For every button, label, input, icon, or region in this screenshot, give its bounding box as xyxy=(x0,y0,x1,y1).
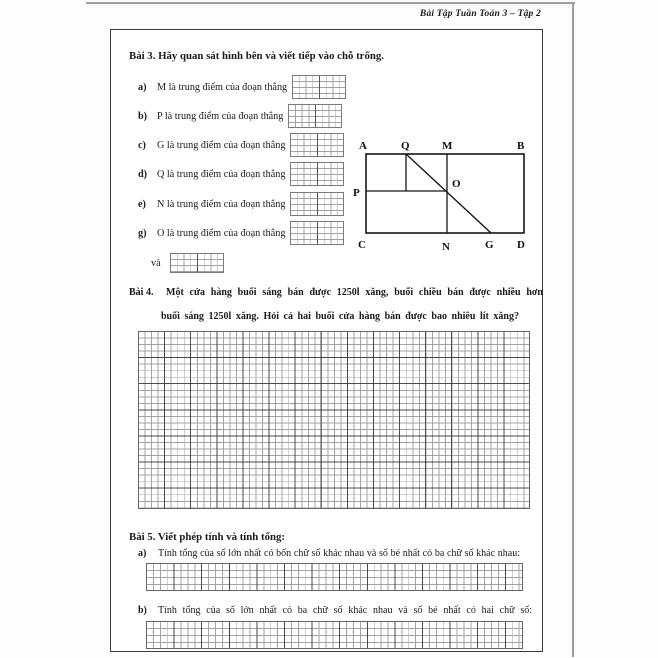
exercise4-line1 xyxy=(129,287,543,298)
exercise3-item-c xyxy=(138,132,344,158)
exercise5-item-b xyxy=(138,605,532,616)
item-label: b) xyxy=(138,110,148,122)
item-label: d) xyxy=(138,168,148,180)
item-label: g) xyxy=(138,227,147,239)
rect-ABDC xyxy=(366,154,524,233)
item-label: b) xyxy=(138,605,147,616)
segment-QG xyxy=(406,154,491,233)
exercise5-answer-grid-b[interactable] xyxy=(146,621,523,649)
exercise3-and-row xyxy=(151,251,224,275)
point-label-G: G xyxy=(485,239,494,251)
exercise5-answer-grid-a[interactable] xyxy=(146,563,523,591)
item-text: P là trung điểm của đoạn thẳng xyxy=(157,110,284,122)
answer-grid-g[interactable] xyxy=(290,221,344,245)
item-text: Tính tổng của số lớn nhất có ba chữ số khác nhau và số bé nhất có hai chữ số: xyxy=(158,605,532,616)
point-label-D: D xyxy=(517,239,525,251)
exercise3-item-g xyxy=(138,220,344,246)
point-label-Q: Q xyxy=(401,140,410,152)
answer-grid-d[interactable] xyxy=(290,162,344,186)
item-label: a) xyxy=(138,548,147,559)
and-label: và xyxy=(151,257,161,269)
point-label-M: M xyxy=(442,140,453,152)
item-label: c) xyxy=(138,139,146,151)
page-right-edge xyxy=(572,2,574,657)
answer-grid-a[interactable] xyxy=(292,75,346,99)
exercise4-line2 xyxy=(161,311,519,322)
exercise5-title: Bài 5. Viết phép tính và tính tổng: xyxy=(129,531,285,543)
exercise4-answer-grid[interactable] xyxy=(138,331,530,509)
point-label-P: P xyxy=(353,187,360,199)
item-text: Tính tổng của số lớn nhất có bốn chữ số khác nhau và số bé nhất có ba chữ số khác nhau: xyxy=(158,548,520,559)
exercise3-item-b xyxy=(138,103,342,129)
exercise4-text1: Một cửa hàng buổi sáng bán được 1250l xăng, buổi chiều bán được nhiều hơn xyxy=(166,287,543,298)
item-text: M là trung điểm của đoạn thẳng xyxy=(157,81,288,93)
answer-grid-b[interactable] xyxy=(288,104,342,128)
point-label-B: B xyxy=(517,140,525,152)
point-label-A: A xyxy=(359,140,367,152)
rectangle-diagram xyxy=(351,135,536,253)
answer-grid-and[interactable] xyxy=(170,253,224,273)
exercise3-figure xyxy=(351,135,536,253)
item-label: a) xyxy=(138,81,147,93)
exercise3-item-d xyxy=(138,161,344,187)
page-top-edge xyxy=(86,2,575,4)
item-text: G là trung điểm của đoạn thẳng xyxy=(157,139,286,151)
point-label-O: O xyxy=(452,178,461,190)
point-label-N: N xyxy=(442,241,450,253)
exercise3-item-a xyxy=(138,74,346,100)
item-text: N là trung điểm của đoạn thẳng xyxy=(157,198,286,210)
point-label-C: C xyxy=(358,239,366,251)
exercise5-item-a xyxy=(138,548,520,559)
exercise3-title: Bài 3. Hãy quan sát hình bên và viết tiếp vào chỗ trống. xyxy=(129,50,384,62)
exercise4-label: Bài 4. xyxy=(129,287,154,298)
content-frame xyxy=(110,29,543,652)
page-header-title: Bài Tập Tuần Toán 3 – Tập 2 xyxy=(419,9,541,19)
answer-grid-c[interactable] xyxy=(290,133,344,157)
exercise4-text2: buổi sáng 1250l xăng. Hỏi cả hai buổi cửa hàng bán được bao nhiêu lít xăng? xyxy=(161,311,519,322)
answer-grid-e[interactable] xyxy=(290,192,344,216)
item-text: O là trung điểm của đoạn thẳng xyxy=(157,227,286,239)
item-label: e) xyxy=(138,198,146,210)
exercise3-item-e xyxy=(138,191,344,217)
item-text: Q là trung điểm của đoạn thẳng xyxy=(157,168,286,180)
